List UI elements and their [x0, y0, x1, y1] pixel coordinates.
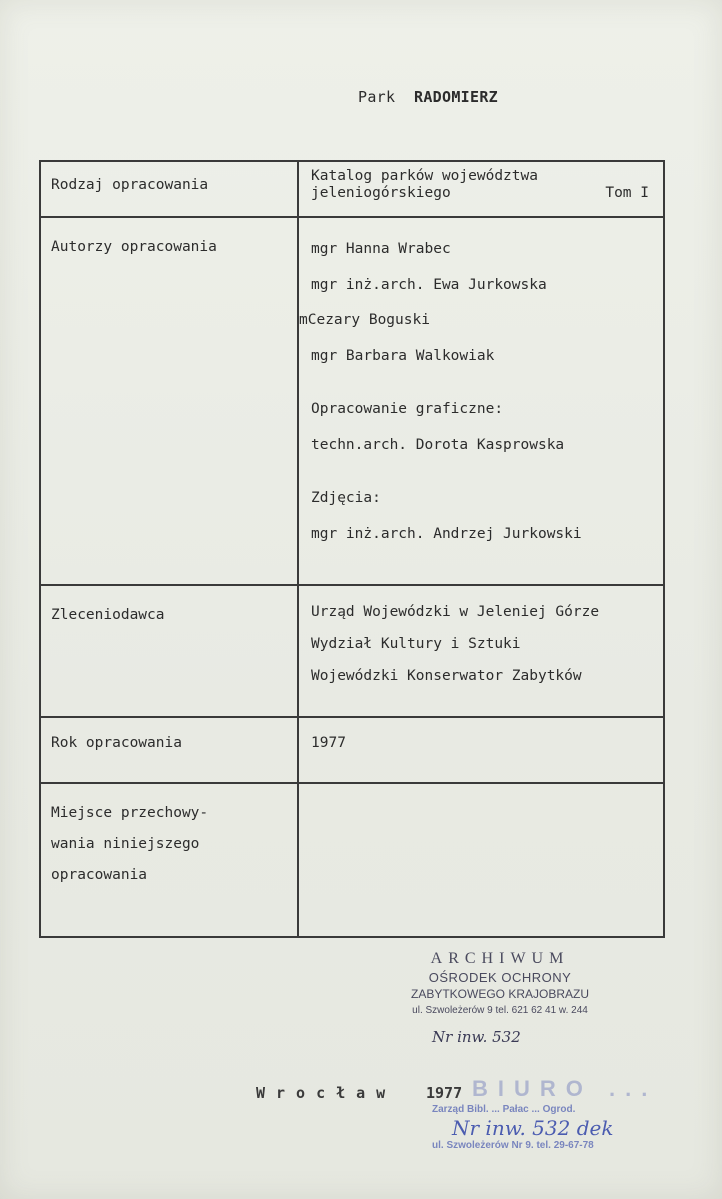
park-prefix: Park [358, 88, 396, 106]
miejsce-line-3: opracowania [51, 867, 148, 883]
client-line-2: Wydział Kultury i Sztuki [311, 636, 521, 652]
miejsce-line-2: wania niniejszego [51, 836, 200, 852]
client-line-3: Wojewódzki Konserwator Zabytków [311, 668, 582, 684]
blue-stamp-handwriting: Nr inw. 532 dek [452, 1116, 614, 1140]
park-name: RADOMIERZ [414, 88, 498, 106]
label-zleceniodawca: Zleceniodawca [40, 585, 298, 717]
label-rok: Rok opracowania [40, 717, 298, 783]
blue-stamp-mid: Zarząd Bibl. ... Pałac ... Ogrod. [432, 1104, 576, 1115]
label-rodzaj: Rodzaj opracowania [40, 161, 298, 217]
blue-stamp-top: BIURO ... [472, 1076, 658, 1101]
photo-author: mgr inż.arch. Andrzej Jurkowski [311, 525, 582, 542]
client-line-1: Urząd Wojewódzki w Jeleniej Górze [311, 604, 600, 620]
value-rodzaj [298, 161, 664, 217]
author-1: mgr Hanna Wrabec [311, 241, 451, 257]
handwritten-inventory: Nr inw. 532 [432, 1028, 521, 1046]
park-title [358, 88, 498, 106]
row-zleceniodawca [40, 585, 664, 717]
row-autorzy [40, 217, 664, 585]
stamp-osrodek: OŚRODEK OCHRONY [428, 970, 572, 985]
label-autorzy: Autorzy opracowania [40, 217, 298, 585]
archive-stamp [384, 950, 616, 1016]
author-2: mgr inż.arch. Ewa Jurkowska [311, 276, 547, 293]
stamp-archiwum: ARCHIWUM [430, 950, 570, 967]
stamp-address: ul. Szwoleżerów 9 tel. 621 62 41 w. 244 [412, 1005, 588, 1016]
value-zleceniodawca [298, 585, 664, 717]
value-miejsce [298, 783, 664, 937]
graphic-label: Opracowanie graficzne: [311, 401, 504, 417]
row-rodzaj [40, 161, 664, 217]
rodzaj-line1: Katalog parków województwa [311, 168, 538, 184]
value-autorzy [298, 217, 664, 585]
footer-place: Wrocław [256, 1084, 397, 1102]
graphic-author: techn.arch. Dorota Kasprowska [311, 436, 565, 453]
stamp-zabytkowego: ZABYTKOWEGO KRAJOBRAZU [410, 987, 590, 1001]
rodzaj-tom: Tom I [605, 185, 649, 201]
miejsce-line-1: Miejsce przechowy- [51, 805, 209, 821]
photo-label: Zdjęcia: [311, 490, 381, 506]
author-3: mCezary Boguski [299, 312, 430, 328]
footer-year: 1977 [426, 1084, 463, 1102]
value-rok: 1977 [298, 717, 664, 783]
rodzaj-line2: jeleniogórskiego [311, 185, 451, 201]
author-4: mgr Barbara Walkowiak [311, 347, 495, 364]
blue-stamp-address: ul. Szwoleżerów Nr 9. tel. 29-67-78 [432, 1140, 594, 1151]
row-rok [40, 717, 664, 783]
metadata-table [39, 160, 665, 938]
blue-stamp [432, 1076, 672, 1160]
row-miejsce [40, 783, 664, 937]
label-miejsce [40, 783, 298, 937]
